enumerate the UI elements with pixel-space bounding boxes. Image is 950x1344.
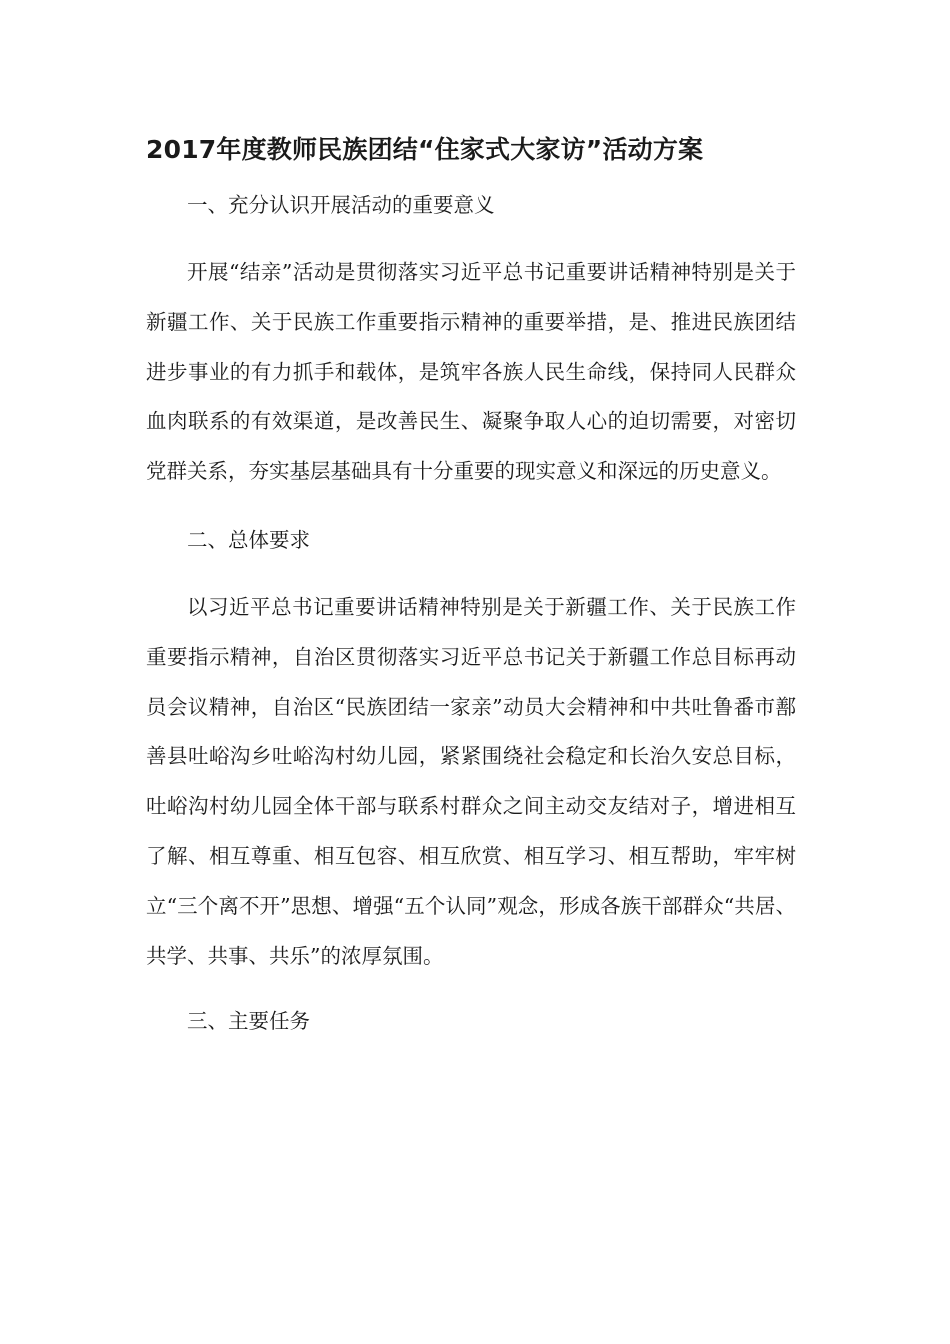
document-body	[146, 128, 796, 1064]
section-heading-significance: 一、充分认识开展活动的重要意义	[187, 193, 495, 217]
paragraph-requirements: 以习近平总书记重要讲话精神特别是关于新疆工作、关于民族工作重要指示精神，自治区贯彻落实习近平总书记关于新疆工作总目标再动员会议精神，自治区“民族团结一家亲”动员大会精神和中共吐鲁番市鄯善县吐峪沟乡吐峪沟村幼儿园，紧紧围绕社会稳定和长治久安总目标，吐峪沟村幼儿园全体干部与联系村群众之间主动交友结对子，增进相互了解、相互尊重、相互包容、相互欣赏、相互学习、相互帮助，牢牢树立“三个离不开”思想、增强“五个认同”观念，形成各族干部群众“共居、共学、共事、共乐”的浓厚氛围。	[146, 594, 796, 968]
document-title: 2017年度教师民族团结“住家式大家访”活动方案	[146, 135, 704, 164]
paragraph-significance: 开展“结亲”活动是贯彻落实习近平总书记重要讲话精神特别是关于新疆工作、关于民族工作重要指示精神的重要举措，是、推进民族团结进步事业的有力抓手和载体，是筑牢各族人民生命线，保持同人民群众血肉联系的有效渠道，是改善民生、凝聚争取人心的迫切需要，对密切党群关系，夯实基层基础具有十分重要的现实意义和深远的历史意义。	[146, 260, 796, 484]
section-heading-tasks: 三、主要任务	[187, 1009, 310, 1034]
section-heading-requirements: 二、总体要求	[187, 527, 310, 552]
